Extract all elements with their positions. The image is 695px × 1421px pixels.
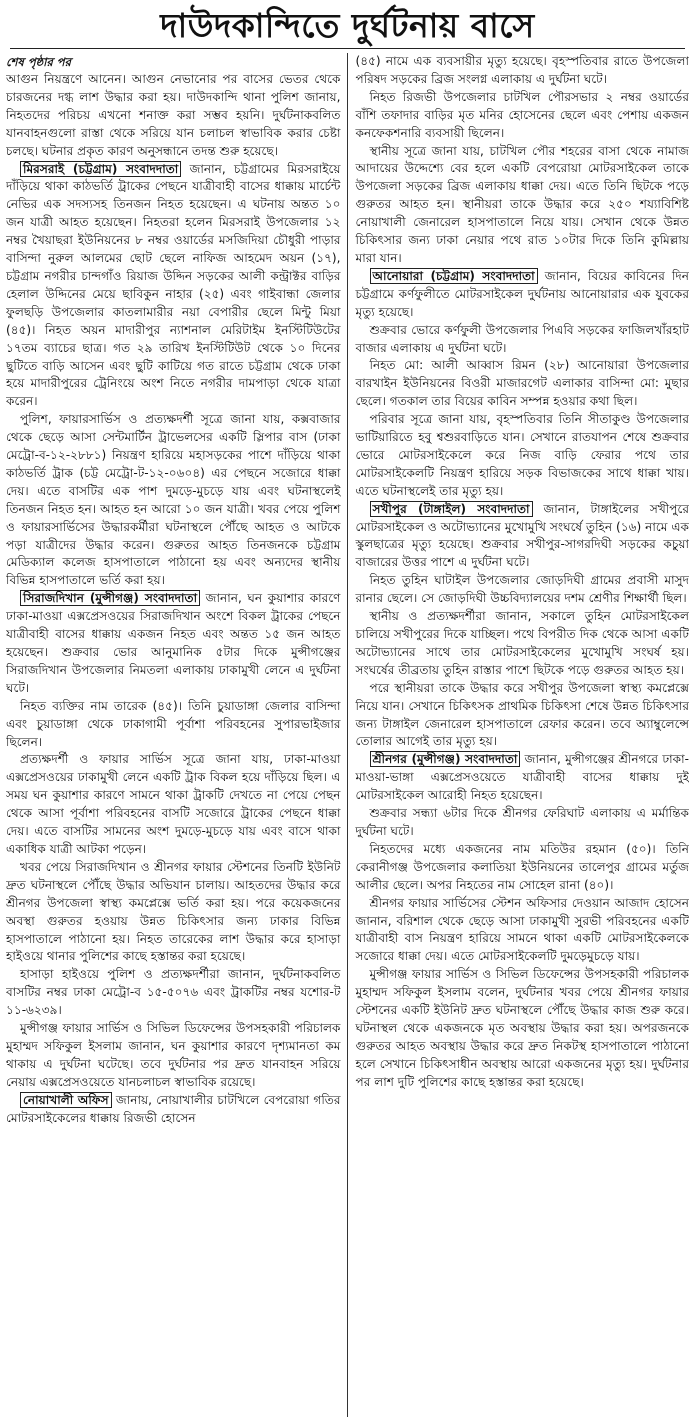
article-paragraph xyxy=(356,608,690,680)
article-columns xyxy=(6,53,689,1417)
article-paragraph xyxy=(6,1092,341,1128)
right-column xyxy=(348,53,690,1417)
paragraph-text: পুলিশ, ফায়ারসার্ভিস ও প্রত্যক্ষদর্শী সূত্রে জানা যায়, কক্সবাজার থেকে ছেড়ে আসা সেন্টমার্টিন ট্রাভেলসের একটি স্লিপার বাস (ঢাকা মেট্রো-ব-১২-২৮৮১) নিয়ন্ত্রণ হারিয়ে মহাসড়কের পাশে দাঁড়িয়ে থাকা কাঠভর্তি ট্রাক (চট্ট মেট্রো-ট-১২-০৬০৪) এর পেছনে সজোরে ধাক্কা দেয়। এতে বাসটির এক পাশ দুমড়ে-মুচড়ে যায় এবং ঘটনাস্থলেই তিনজন নিহত হন। আহত হন আরো ১০ জন যাত্রী। খবর পেয়ে পুলিশ ও ফায়ারসার্ভিসের উদ্ধারকর্মীরা ঘটনাস্থলে পৌঁছে আহত ও আটকে পড়া যাত্রীদের উদ্ধার করেন। গুরুতর আহত তিনজনকে চট্টগ্রাম মেডিক্যাল কলেজ হাসপাতালে পাঠানো হয় এবং অন্যদের স্থানীয় বিভিন্ন হাসপাতালে ভর্তি করা হয়। xyxy=(6,412,341,588)
article-paragraph xyxy=(356,966,690,1091)
paragraph-text: জানান, ঘন কুয়াশার কারণে ঢাকা-মাওয়া এক্সপ্রেসওয়ের সিরাজদিখান অংশে বিকল ট্রাকের পেছনে যাত্রীবাহী বাসের ধাক্কায় একজন নিহত এবং অন্তত ১৫ জন আহত হয়েছেন। শুক্রবার ভোর আনুমানিক ৫টার দিকে মুন্সীগঞ্জের সিরাজদিখান উপজেলার নিমতলা এলাকায় ঢাকামুখী লেনে এ দুর্ঘটনা ঘটে। xyxy=(6,591,341,695)
headline: দাউদকান্দিতে দুর্ঘটনায় বাসে xyxy=(10,4,685,49)
article-paragraph xyxy=(356,322,690,358)
article-paragraph xyxy=(6,751,341,858)
article-paragraph xyxy=(356,53,690,89)
dateline: মিরসরাই (চট্টগ্রাম) সংবাদদাতা xyxy=(20,161,181,177)
article-paragraph xyxy=(356,89,690,143)
left-column xyxy=(6,53,347,1417)
paragraph-text: আগুন নিয়ন্ত্রণে আনেন। আগুন নেভানোর পর বাসের ভেতর থেকে চারজনের দগ্ধ লাশ উদ্ধার করা হয়। দাউদকান্দি থানা পুলিশ জানায়, নিহতদের পরিচয় এখনো শনাক্ত করা সম্ভব হয়নি। দুর্ঘটনাকবলিত যানবাহনগুলো রাস্তা থেকে সরিয়ে যান চলাচল স্বাভাবিক করার চেষ্টা চলছে। ঘটনার প্রকৃত কারণ অনুসন্ধানে তদন্ত শুরু হয়েছে। xyxy=(6,72,341,158)
article-paragraph xyxy=(6,411,341,590)
paragraph-text: হাসাড়া হাইওয়ে পুলিশ ও প্রত্যক্ষদর্শীরা জানান, দুর্ঘটনাকবলিত বাসটির নম্বর ঢাকা মেট্রো-ব ১৫-৫০৭৬ এবং ট্রাকটির নম্বর যশোর-ট ১১-৬২৩৯। xyxy=(6,967,341,1018)
article-paragraph xyxy=(6,698,341,752)
article-paragraph xyxy=(356,143,690,268)
paragraph-text: নিহত মো: আলী আব্বাস রিমন (২৮) আনোয়ারা উপজেলার বারখাইন ইউনিয়নের বিওরী মাজারগেট এলাকার বাসিন্দা মো: মুছার ছেলে। গতকাল তার বিয়ের কাবিন সম্পন্ন হওয়ার কথা ছিল। xyxy=(355,358,689,409)
paragraph-text: নিহত তুহিন ঘাটাইল উপজেলার জোড়দিঘী গ্রামের প্রবাসী মাসুদ রানার ছেলে। সে জোড়দিঘী উচ্চবিদ্যালয়ের দশম শ্রেণীর শিক্ষার্থী ছিল। xyxy=(355,573,689,606)
article-paragraph xyxy=(356,268,690,322)
article-paragraph xyxy=(356,357,690,411)
paragraph-text: জানায়, নোয়াখালীর চাটখিলে বেপরোয়া গতির মোটরসাইকেলের ধাক্কায় রিজভী হোসেন xyxy=(6,1092,341,1125)
paragraph-text: মুন্সীগঞ্জ ফায়ার সার্ভিস ও সিভিল ডিফেন্সের উপসহকারী পরিচালক মুহাম্মদ সফিকুল ইসলাম জানান, ঘন কুয়াশার কারণে দৃশ্যমানতা কম থাকায় এ দুর্ঘটনা ঘটেছে। তবে দুর্ঘটনার পর দ্রুত যানবাহন সরিয়ে নেয়ায় এক্সপ্রেসওয়েতে যানচলাচল স্বাভাবিক রয়েছে। xyxy=(6,1021,341,1089)
paragraph-text: পরিবার সূত্রে জানা যায়, বৃহস্পতিবার তিনি সীতাকুণ্ড উপজেলার ভাটিয়ারিতে হবু শ্বশুরবাড়িতে যান। সেখানে রাতযাপন শেষে শুক্রবার ভোরে মোটরসাইকেলে করে নিজ বাড়ি ফেরার পথে তার মোটরসাইকেলটি নিয়ন্ত্রণ হারিয়ে সড়ক বিভাজকের সাথে ধাক্কা খায়। এতে ঘটনাস্থলেই তার মৃত্যু হয়। xyxy=(355,412,689,498)
continued-label: শেষ পৃষ্ঠার পর xyxy=(6,55,71,69)
paragraph-text: পরে স্থানীয়রা তাকে উদ্ধার করে সখীপুর উপজেলা স্বাস্থ্য কমপ্লেক্সে নিয়ে যান। সেখানে চিকিৎসক প্রাথমিক চিকিৎসা শেষে উন্নত চিকিৎসার জন্য টাঙ্গাইল জেনারেল হাসপাতালে রেফার করেন। তবে অ্যাম্বুলেন্সে তোলার আগেই তার মৃত্যু হয়। xyxy=(355,680,689,749)
dateline: আনোয়ারা (চট্টগ্রাম) সংবাদদাতা xyxy=(370,268,538,284)
dateline: শ্রীনগর (মুন্সীগঞ্জ) সংবাদদাতা xyxy=(370,751,521,767)
article-paragraph xyxy=(356,411,690,501)
article-paragraph xyxy=(6,590,341,697)
article-paragraph xyxy=(356,572,690,608)
paragraph-text: জানান, বিয়ের কাবিনের দিন চট্টগ্রামে কর্ণফুলীতে মোটরসাইকেল দুর্ঘটনায় আনোয়ারার এক যুবকের মৃত্যু হয়েছে। xyxy=(355,268,689,319)
paragraph-text: প্রত্যক্ষদর্শী ও ফায়ার সার্ভিস সূত্রে জানা যায়, ঢাকা-মাওয়া এক্সপ্রেসওয়ের ঢাকামুখী লেনে একটি ট্রাক বিকল হয়ে দাঁড়িয়ে ছিল। এ সময় ঘন কুয়াশার কারণে সামনে থাকা ট্রাকটি দেখতে না পেয়ে পেছন থেকে আসা পূর্বাশা পরিবহনের বাসটি সজোরে ট্রাকের পেছনে ধাক্কা দেয়। এতে বাসটির সামনের অংশ দুমড়ে-মুচড়ে যায় এবং বাসে থাকা একাধিক যাত্রী আটকা পড়েন। xyxy=(6,752,341,856)
article-paragraph xyxy=(356,841,690,895)
article-paragraph xyxy=(6,161,341,412)
paragraph-text: (৪৫) নামে এক ব্যবসায়ীর মৃত্যু হয়েছে। বৃহস্পতিবার রাতে উপজেলা পরিষদ সড়কের ব্রিজ সংলগ্ন এলাকায় এ দুর্ঘটনা ঘটে। xyxy=(355,54,689,86)
paragraph-text: খবর পেয়ে সিরাজদিখান ও শ্রীনগর ফায়ার স্টেশনের তিনটি ইউনিট দ্রুত ঘটনাস্থলে পৌঁছে উদ্ধার অভিযান চালায়। আহতদের উদ্ধার করে শ্রীনগর উপজেলা স্বাস্থ্য কমপ্লেক্সে ভর্তি করা হয়। পরে কয়েকজনের অবস্থা গুরুতর হওয়ায় উন্নত চিকিৎসার জন্য ঢাকার বিভিন্ন হাসপাতালে পাঠানো হয়। নিহত তারেকের লাশ উদ্ধার করে হাসাড়া হাইওয়ে থানার পুলিশের কাছে হস্তান্তর করা হয়েছে। xyxy=(6,859,341,964)
paragraph-text: জানান, চট্টগ্রামের মিরসরাইয়ে দাঁড়িয়ে থাকা কাঠভর্তি ট্রাকের পেছনে যাত্রীবাহী বাসের ধাক্কায় মার্চেন্ট নেভির এক সদস্যসহ তিনজন নিহত হয়েছেন। এ ঘটনায় অন্তত ১০ জন যাত্রী আহত হয়েছেন। নিহতরা হলেন মিরসরাই উপজেলার ১২ নম্বর খৈয়াছরা ইউনিয়নের ৮ নম্বর ওয়ার্ডের মসজিদিয়া চৌধুরী পাড়ার বাসিন্দা নুরুল আলমের ছোট ছেলে নাফিজ আহমেদ অয়ন (১৭), চট্টগ্রাম নগরীর চান্দগাঁও রিয়াজ উদ্দিন সড়কের আলী কন্ট্রাক্টর বাড়ির হেলাল উদ্দিনের মেয়ে ছাবিকুন নাহার (২৫) এবং গাইবান্ধা জেলার ফুলছড়ি উপজেলার কাতলামারীর নয়া বেপারীর ছেলে মিন্টু মিয়া (৪৫)। নিহত অয়ন মাদারীপুর ন্যাশনাল মেরিটাইম ইনস্টিটিউটের ১৭তম ব্যাচের ছাত্র। গত ২৯ তারিখ ইনস্টিটিউট থেকে ১০ দিনের ছুটিতে বাড়ি আসেন এবং ছুটি কাটিয়ে গত রাতে চট্টগ্রাম থেকে ঢাকা হয়ে মাদারীপুরের ট্রেনিংয়ে অংশ নিতে নগরীর দামপাড়া থেকে যাত্রা করেন। xyxy=(6,161,341,409)
paragraph-text: শুক্রবার সন্ধ্যা ৬টার দিকে শ্রীনগর ফেরিঘাট এলাকায় এ মর্মান্তিক দুর্ঘটনা ঘটে। xyxy=(355,806,689,838)
paragraph-text: মুন্সীগঞ্জ ফায়ার সার্ভিস ও সিভিল ডিফেন্সের উপসহকারী পরিচালক মুহাম্মদ সফিকুল ইসলাম বলেন, দুর্ঘটনার খবর পেয়ে শ্রীনগর ফায়ার স্টেশনের একটি ইউনিট দ্রুত ঘটনাস্থলে পৌঁছে উদ্ধার কাজ শুরু করে। ঘটনাস্থল থেকে একজনকে মৃত অবস্থায় উদ্ধার করা হয়। অপরজনকে গুরুতর আহত অবস্থায় উদ্ধার করে দ্রুত নিকটস্থ হাসপাতালে পাঠানো হলে সেখানে চিকিৎসাধীন অবস্থায় আরো একজনের মৃত্যু হয়। দুর্ঘটনার পর লাশ দুটি পুলিশের কাছে হস্তান্তর করা হয়েছে। xyxy=(355,967,689,1089)
article-paragraph xyxy=(6,1020,341,1092)
dateline: নোয়াখালী অফিস xyxy=(20,1092,112,1108)
article-paragraph xyxy=(356,895,690,967)
paragraph-text: নিহত রিজভী উপজেলার চাটখিল পৌরসভার ২ নম্বর ওয়ার্ডের বাঁশি তফাদার বাড়ির মৃত মনির হোসেনের ছেলে এবং পেশায় একজন কনফেকশনারি ব্যবসায়ী ছিলেন। xyxy=(355,89,689,140)
paragraph-text: নিহতদের মধ্যে একজনের নাম মতিউর রহমান (৫০)। তিনি কেরানীগঞ্জ উপজেলার কলাতিয়া ইউনিয়নের তালেপুর গ্রামের মর্তুজ আলীর ছেলে। অপর নিহতের নাম সোহেল রানা (৪০)। xyxy=(355,841,689,892)
paragraph-text: শ্রীনগর ফায়ার সার্ভিসের স্টেশন অফিসার দেওয়ান আজাদ হোসেন জানান, বরিশাল থেকে ছেড়ে আসা ঢাকামুখী সুরভী পরিবহনের একটি যাত্রীবাহী বাস নিয়ন্ত্রণ হারিয়ে সামনে থাকা একটি মোটরসাইকেলকে সজোরে ধাক্কা দেয়। এতে মোটরসাইকেলটি দুমড়েমুচড়ে যায়। xyxy=(355,895,689,964)
article-paragraph xyxy=(356,805,690,841)
dateline: সিরাজদিখান (মুন্সীগঞ্জ) সংবাদদাতা xyxy=(20,590,200,606)
paragraph-text: স্থানীয় সূত্রে জানা যায়, চাটখিল পৌর শহরের বাসা থেকে নামাজ আদায়ের উদ্দেশ্যে বের হলে একটি বেপরোয়া মোটরসাইকেল তাকে উপজেলা সড়কের ব্রিজ এলাকায় ধাক্কা দেয়। এতে তিনি ছিটকে পড়ে গুরুতর আহত হন। স্থানীয়রা তাকে উদ্ধার করে ২৫০ শয্যাবিশিষ্ট নোয়াখালী জেনারেল হাসপাতালে নিয়ে যায়। সেখান থেকে উন্নত চিকিৎসার জন্য ঢাকা নেয়ার পথে রাত ১০টার দিকে তিনি কুমিল্লায় মারা যান। xyxy=(355,143,689,265)
paragraph-text: নিহত ব্যক্তির নাম তারেক (৪৫)। তিনি চুয়াডাঙ্গা জেলার বাসিন্দা এবং চুয়াডাঙ্গা থেকে ঢাকাগামী পূর্বাশা পরিবহনের সুপারভাইজার ছিলেন। xyxy=(6,698,341,749)
article-paragraph xyxy=(6,71,341,161)
paragraph-text: জানান, মুন্সীগঞ্জের শ্রীনগরে ঢাকা-মাওয়া-ভাঙ্গা এক্সপ্রেসওয়েতে যাত্রীবাহী বাসের ধাক্কায় দুই মোটরসাইকেল আরোহী নিহত হয়েছেন। xyxy=(355,752,689,803)
article-paragraph xyxy=(6,859,341,966)
article-paragraph xyxy=(356,751,690,805)
article-paragraph xyxy=(356,501,690,573)
dateline: সখীপুর (টাঙ্গাইল) সংবাদদাতা xyxy=(370,501,533,517)
paragraph-text: স্থানীয় ও প্রত্যক্ষদর্শীরা জানান, সকালে তুহিন মোটরসাইকেল চালিয়ে সখীপুরের দিকে যাচ্ছিল। পথে বিপরীত দিক থেকে আসা একটি অটোভ্যানের সাথে তার মোটরসাইকেলের মুখোমুখি সংঘর্ষ হয়। সংঘর্ষের তীব্রতায় তুহিন রাস্তার পাশে ছিটকে পড়ে গুরুতর আহত হয়। xyxy=(355,609,689,677)
paragraph-text: জানান, টাঙ্গাইলের সখীপুরে মোটরসাইকেল ও অটোভ্যানের মুখোমুখি সংঘর্ষে তুহিন (১৬) নামে এক স্কুলছাত্রের মৃত্যু হয়েছে। শুক্রবার সখীপুর-সাগরদিঘী সড়কের কচুয়া বাজারের উত্তর পাশে এ দুর্ঘটনা ঘটে। xyxy=(355,501,689,570)
paragraph-text: শুক্রবার ভোরে কর্ণফুলী উপজেলার পিএবি সড়কের ফাজিলখাঁরহাট বাজার এলাকায় এ দুর্ঘটনা ঘটে। xyxy=(355,322,689,355)
article-paragraph xyxy=(6,966,341,1020)
article-paragraph xyxy=(356,680,690,752)
